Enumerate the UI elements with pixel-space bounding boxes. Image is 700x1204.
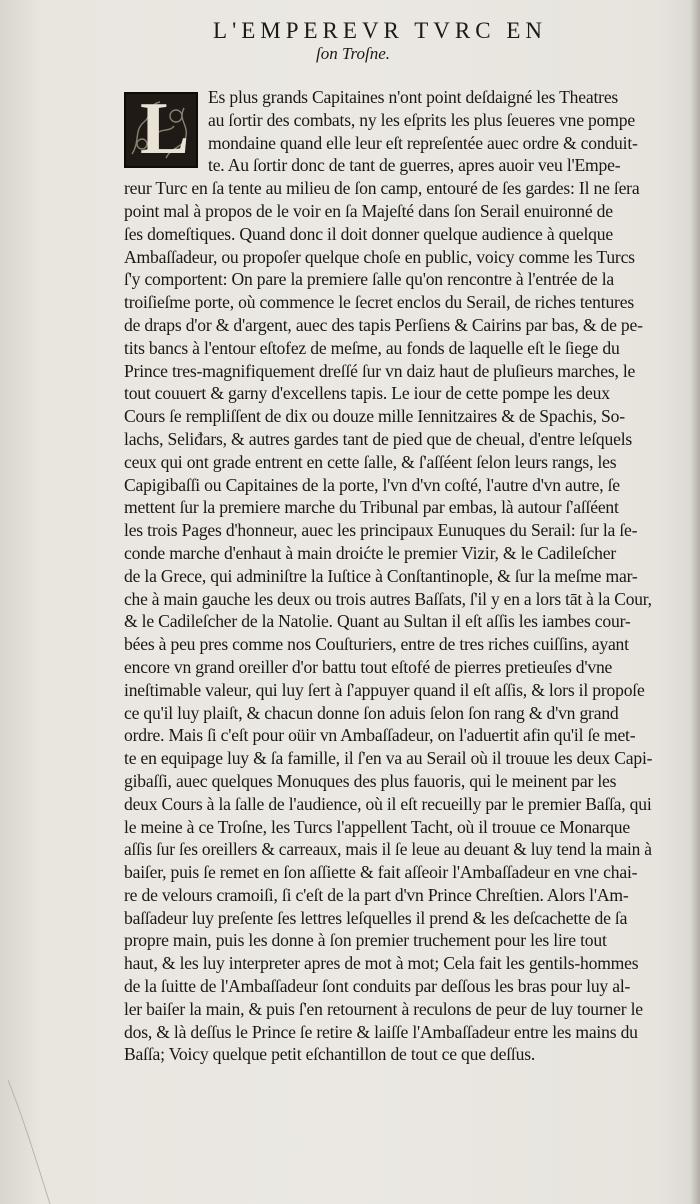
text-line: Capigibaſſi ou Capitaines de la porte, l'vn d'vn coſté, l'autre d'vn autre, ſe (124, 474, 620, 495)
text-line: reur Turc en ſa tente au milieu de ſon camp, entouré de ſes gardes: Il ne ſera (124, 178, 640, 199)
text-line: tits bancs à l'entour eſtofez de meſme, au fonds de laquelle eſt le ſiege du (124, 337, 620, 358)
text-line: ler baiſer la main, & puis ſ'en retournent à reculons de peur de luy tourner le (124, 998, 643, 1019)
text-line: le meine à ce Troſne, les Turcs l'appellent Tacht, où il trouue ce Monarque (124, 816, 630, 837)
text-line: deux Cours à la ſalle de l'audience, où il eſt recueilly par le premier Baſſa, qui (124, 793, 652, 814)
text-line: aſſis ſur ſes oreillers & carreaux, mais il ſe leue au deuant & luy tend la main à (124, 839, 652, 860)
text-line: Prince tres-magnifiquement dreſſé ſur vn daiz haut de pluſieurs marches, le (124, 360, 636, 381)
text-line: che à main gauche les deux ou trois autres Baſſats, ſ'il y en a lors tāt à la Cour, (124, 588, 652, 609)
body-paragraph (124, 86, 652, 1066)
text-line: point mal à propos de le voir en ſa Majeſté dans ſon Serail enuironné de (124, 200, 613, 221)
text-line: mondaine quand elle leur eſt repreſentée auec ordre & conduit- (208, 132, 638, 153)
text-line: haut, & les luy interpreter apres de mot à mot; Cela fait les gentils-hommes (124, 953, 639, 974)
text-line: baſſadeur luy preſente ſes lettres leſquelles il prend & les deſcachette de ſa (124, 907, 628, 928)
text-line: ſ'y comportent: On pare la premiere ſalle qu'on rencontre à l'entrée de la (124, 269, 615, 290)
text-line: au ſortir des combats, ny les eſprits les plus ſeueres vne pompe (208, 109, 635, 130)
text-line: bées à peu pres comme nos Couſturiers, entre de tres riches cuiſſins, ayant (124, 634, 629, 655)
text-line: troiſieſme porte, où commence le ſecret enclos du Serail, de riches tentures (124, 292, 634, 313)
text-line: mettent ſur la premiere marche du Tribunal par embas, là autour ſ'aſſéent (124, 497, 619, 518)
text-line: re de velours cramoiſi, ſi c'eſt de la part d'vn Prince Chreſtien. Alors l'Am- (124, 884, 629, 905)
text-line: & le Cadileſcher de la Natolie. Quant au Sultan il eſt aſſis les iambes cour- (124, 611, 631, 632)
text-line: de la ſuitte de l'Ambaſſadeur ſont conduits par deſſous les bras pour luy al- (124, 976, 631, 997)
text-line: tout couuert & garny d'excellens tapis. Le iour de cette pompe les deux (124, 383, 610, 404)
text-line: propre main, puis les donne à ſon premier truchement pour les lire tout (124, 930, 607, 951)
text-line: de la Grece, qui adminiſtre la Iuſtice à Conſtantinople, & ſur la meſme mar- (124, 565, 638, 586)
text-line: te en equipage luy & ſa famille, il ſ'en va au Serail où il trouue les deux Capi- (124, 748, 653, 769)
paper-crease (6, 1080, 86, 1204)
text-line: conde marche d'enhaut à main droićte le premier Vizir, & le Cadileſcher (124, 542, 616, 563)
text-line: Baſſa; Voicy quelque petit eſchantillon de tout ce que deſſus. (124, 1044, 536, 1065)
text-line: de draps d'or & d'argent, auec des tapis Perſiens & Cairins par bas, & de pe- (124, 314, 643, 335)
text-line: ordre. Mais ſi c'eſt pour oüir vn Ambaſſadeur, on l'aduertit afin qu'il ſe met- (124, 725, 636, 746)
text-line: dos, & là deſſus le Prince ſe retire & laiſſe l'Ambaſſadeur entre les mains du (124, 1021, 638, 1042)
text-line: lachs, Seliđars, & autres gardes tant de pied que de cheual, d'entre leſquels (124, 428, 633, 449)
page-edge-shadow (690, 0, 700, 1204)
text-line: te. Au ſortir donc de tant de guerres, apres auoir veu l'Empe- (208, 155, 621, 176)
text-line: encore vn grand oreiller d'or battu tout eſtofé de pierres pretieuſes d'vne (124, 656, 613, 677)
text-line: ceux qui ont grade entrent en cette ſalle, & ſ'aſſéent ſelon leurs rangs, les (124, 451, 617, 472)
text-line: ineſtimable valeur, qui luy ſert à ſ'appuyer quand il eſt aſſis, & lors il propoſe (124, 679, 645, 700)
drop-cap-letter: L (140, 88, 190, 170)
text-line: Es plus grands Capitaines n'ont point deſdaigné les Theatres (208, 87, 619, 107)
running-header-subtitle: ſon Troſne. (316, 44, 390, 63)
text-line: Ambaſſadeur, ou propoſer quelque choſe en public, voicy comme les Turcs (124, 246, 635, 267)
text-line: les trois Pages d'honneur, auec les principaux Eunuques du Serail: ſur la ſe- (124, 520, 638, 541)
text-line: baiſer, puis ſe remet en ſon aſſiette & fait aſſeoir l'Ambaſſadeur en vne chai- (124, 862, 638, 883)
running-header-title: L'EMPEREVR TVRC EN (213, 18, 547, 43)
text-line: gibaſſi, auec quelques Monuques des plus fauoris, qui le meinent par les (124, 770, 617, 791)
text-line: Cours ſe rempliſſent de dix ou douze mille Iennitzaires & de Spachis, So- (124, 406, 625, 427)
text-line: ſes domeſtiques. Quand donc il doit donner quelque audience à quelque (124, 223, 613, 244)
text-line: ce qu'il luy plaiſt, & chacun donne ſon aduis ſelon ſon rang & d'vn grand (124, 702, 619, 723)
